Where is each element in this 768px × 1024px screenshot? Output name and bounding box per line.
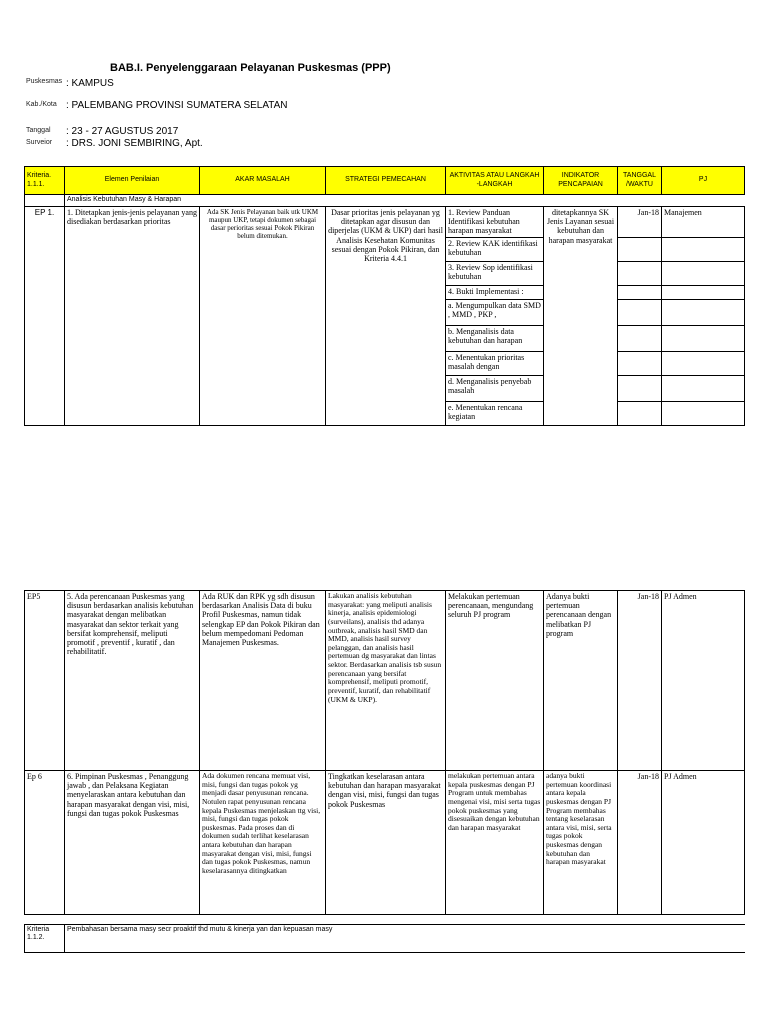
ep1-aktivitas-7: c. Menentukan prioritas masalah dengan bbox=[446, 351, 544, 375]
ep5-akar: Ada RUK dan RPK yg sdh disusun berdasarkan Analisis Data di buku Profil Puskesmas, namun tidak selengkap EP dan Pokok Pikiran dan belum mempedomani Pedoman Manajemen Puskesmas. bbox=[200, 591, 326, 771]
surveior-value: : DRS. JONI SEMBIRING, Apt. bbox=[66, 138, 203, 149]
ep1-elemen: 1. Ditetapkan jenis-jenis pelayanan yang disediakan berdasarkan prioritas bbox=[65, 207, 200, 426]
ep1-aktivitas-8: d. Menganalisis penyebab masalah bbox=[446, 375, 544, 401]
header-indikator: INDIKATOR PENCAPAIAN bbox=[544, 167, 618, 195]
tanggal-value: : 23 - 27 AGUSTUS 2017 bbox=[66, 126, 179, 137]
tanggal-label: Tanggal bbox=[26, 127, 51, 134]
ep6-strategi: Tingkatkan keselarasan antara kebutuhan dan harapan masyarakat dengan visi, misi, fungsi dan tugas pokok Puskesmas bbox=[326, 771, 446, 915]
header-kriteria: Kriteria. 1.1.1. bbox=[25, 167, 65, 195]
kriteria2-code: Kriteria 1.1.2. bbox=[25, 925, 65, 953]
ep5-aktivitas: Melakukan pertemuan perencanaan, mengundang seluruh PJ program bbox=[446, 591, 544, 771]
kriteria2-text: Pembahasan bersama masy secr proaktif thd mutu & kinerja yan dan kepuasan masy bbox=[65, 925, 745, 953]
header-aktivitas: AKTIVITAS ATAU LANGKAH -LANGKAH bbox=[446, 167, 544, 195]
ep1-aktivitas-9: e. Menentukan rencana kegiatan bbox=[446, 401, 544, 425]
ep1-akar: Ada SK Jenis Pelayanan baik utk UKM maupun UKP, tetapi dokumen sebagai dasar perioritas sesuai Pokok Pikiran belum ditemukan. bbox=[200, 207, 326, 426]
table-ep1 bbox=[24, 166, 745, 426]
puskesmas-label: Puskesmas bbox=[26, 78, 63, 85]
ep1-aktivitas-5: a. Mengumpulkan data SMD , MMD , PKP , bbox=[446, 299, 544, 325]
ep6-pj: PJ Admen bbox=[662, 771, 745, 915]
ep1-aktivitas-2: 2. Review KAK identifikasi kebutuhan bbox=[446, 237, 544, 261]
ep1-strategi: Dasar prioritas jenis pelayanan yg ditetapkan agar disusun dan diperjelas (UKM & UKP) dari hasil Analisis Kesehatan Komunitas sesuai dengan Pokok Pikiran, dan Kriteria 4.4.1 bbox=[326, 207, 446, 426]
surveior-label: Surveior bbox=[26, 139, 53, 146]
header-elemen: Elemen Penilaian bbox=[65, 167, 200, 195]
header-akar: AKAR MASALAH bbox=[200, 167, 326, 195]
ep6-aktivitas: melakukan pertemuan antara kepala puskesmas dengan PJ Program untuk membahas mengenai visi, misi serta tugas pokok puskesmas yang disesuaikan dengan kebutuhan dan harapan masyarakat bbox=[446, 771, 544, 915]
ep1-aktivitas-4: 4. Bukti Implementasi : bbox=[446, 285, 544, 299]
ep5-pj: PJ Admen bbox=[662, 591, 745, 771]
ep5-code: EP5 bbox=[25, 591, 65, 771]
document-title: BAB.I. Penyelenggaraan Pelayanan Puskesmas (PPP) bbox=[110, 62, 391, 74]
ep1-aktivitas-1: 1. Review Panduan Identifikasi kebutuhan harapan masyarakat bbox=[446, 207, 544, 238]
section-title: Analisis Kebutuhan Masy & Harapan bbox=[65, 195, 745, 207]
ep1-tanggal: Jan-18 bbox=[618, 207, 662, 238]
header-pj: PJ bbox=[662, 167, 745, 195]
ep1-pj: Manajemen bbox=[662, 207, 745, 238]
ep5-tanggal: Jan-18 bbox=[618, 591, 662, 771]
ep5-indikator: Adanya bukti pertemuan perencanaan dengan melibatkan PJ program bbox=[544, 591, 618, 771]
kabkota-value: : PALEMBANG PROVINSI SUMATERA SELATAN bbox=[66, 100, 288, 111]
ep1-indikator: ditetapkannya SK Jenis Layanan sesuai kebutuhan dan harapan masyarakat bbox=[544, 207, 618, 426]
ep1-code: EP 1. bbox=[25, 207, 65, 426]
ep5-strategi: Lakukan analisis kebutuhan masyarakat: yang meliputi analisis kinerja, analisis epidemiologi (surveilans), analisis thd adanya outbreak, analisis hasil SMD dan MMD, analisis hasil survey pelanggan, dan analisis hasil pertemuan dg masyarakat dan lintas sektor. Berdasarkan analisis tsb susun perencanaan yang bersifat komprehensif, meliputi promotif, preventif, kuratif, dan rehabilitatif (UKM & UKP). bbox=[326, 591, 446, 771]
ep1-aktivitas-3: 3. Review Sop identifikasi kebutuhan bbox=[446, 261, 544, 285]
ep5-elemen: 5. Ada perencanaan Puskesmas yang disusun berdasarkan analisis kebutuhan masyarakat dengan melibatkan masyarakat dan sektor terkait yang bersifat komprehensif, meliputi promotif , preventif , kuratif , dan rehabilitatif. bbox=[65, 591, 200, 771]
kabkota-label: Kab./Kota bbox=[26, 101, 57, 108]
ep6-tanggal: Jan-18 bbox=[618, 771, 662, 915]
puskesmas-value: : KAMPUS bbox=[66, 78, 114, 89]
ep6-code: Ep 6 bbox=[25, 771, 65, 915]
table-ep5-ep6 bbox=[24, 590, 745, 953]
ep6-akar: Ada dokumen rencana memuat visi, misi, fungsi dan tugas pokok yg menjadi dasar penyusunan rencana. Notulen rapat penyusunan rencana kepala Puskesmas menjelaskan ttg visi, misi, fungsi dan tugas pokok puskesmas. Pada proses dan di dokumen sudah terlihat keselarasan antara kebutuhan dan harapan masyarakat dengan visi, misi, fungsi dan tugas pokok Puskesmas, namun keselarasannya ditingkatkan bbox=[200, 771, 326, 915]
ep6-elemen: 6. Pimpinan Puskesmas , Penanggung jawab , dan Pelaksana Kegiatan menyelaraskan antara kebutuhan dan harapan masyarakat dengan visi, misi, fungsi dan tugas pokok Puskesmas bbox=[65, 771, 200, 915]
header-strategi: STRATEGI PEMECAHAN bbox=[326, 167, 446, 195]
ep1-aktivitas-6: b. Menganalisis data kebutuhan dan harapan bbox=[446, 325, 544, 351]
ep6-indikator: adanya bukti pertemuan koordinasi antara kepala puskesmas dengan PJ Program membahas tentang keselarasan antara visi, misi, serta tugas pokok puskesmas dengan kebutuhan dan harapan masyarakat bbox=[544, 771, 618, 915]
header-tanggal: TANGGAL /WAKTU bbox=[618, 167, 662, 195]
